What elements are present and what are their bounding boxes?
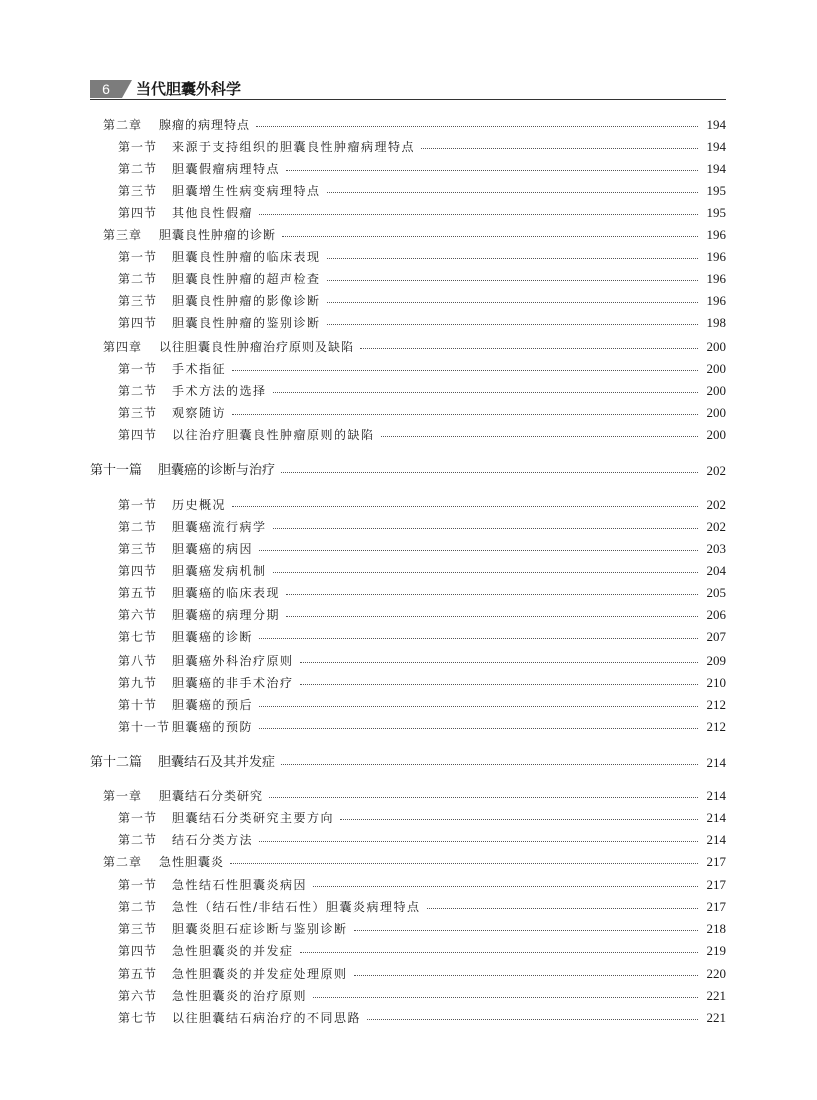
dot-leader (259, 705, 698, 707)
toc-section-entry[interactable] (118, 628, 726, 646)
toc-entry-page: 200 (706, 339, 726, 354)
toc-entry-page: 212 (706, 719, 726, 734)
toc-section-entry[interactable] (118, 965, 726, 983)
toc-section-entry[interactable] (118, 382, 726, 400)
dot-leader (313, 885, 698, 887)
dot-leader (367, 1018, 698, 1020)
toc-entry-page: 194 (706, 161, 726, 176)
toc-entry-title: 胆囊癌的病理分期 (172, 608, 281, 622)
toc-entry-title: 以往胆囊结石病治疗的不同思路 (172, 1011, 362, 1025)
toc-entry-title: 胆囊炎胆石症诊断与鉴别诊断 (172, 922, 348, 936)
dot-leader (259, 840, 698, 842)
dot-leader (286, 169, 698, 171)
toc-entry-label: 第一节 (118, 362, 158, 376)
toc-section-entry[interactable] (118, 360, 726, 378)
toc-entry-label: 第四章 (103, 340, 143, 354)
toc-entry-title: 胆囊良性肿瘤的诊断 (159, 228, 277, 242)
toc-chapter-entry[interactable] (103, 853, 726, 871)
dot-leader (327, 279, 698, 281)
toc-entry-title: 其他良性假瘤 (172, 206, 254, 220)
toc-entry-title: 以往胆囊良性肿瘤治疗原则及缺陷 (159, 340, 355, 354)
dot-leader (360, 347, 698, 349)
toc-entry-title: 胆囊癌的预后 (172, 698, 254, 712)
toc-entry-label: 第九节 (118, 676, 158, 690)
toc-entry-page: 209 (706, 653, 726, 668)
toc-entry-page: 206 (706, 607, 726, 622)
toc-entry-title: 手术指征 (172, 362, 227, 376)
dot-leader (327, 191, 698, 193)
toc-entry-title: 观察随访 (172, 406, 227, 420)
toc-section-entry[interactable] (118, 562, 726, 580)
toc-section-entry[interactable] (118, 809, 726, 827)
toc-section-entry[interactable] (118, 920, 726, 938)
toc-entry-title: 手术方法的选择 (172, 384, 267, 398)
toc-entry-label: 第四节 (118, 206, 158, 220)
toc-entry-page: 210 (706, 675, 726, 690)
toc-entry-label: 第一节 (118, 250, 158, 264)
toc-entry-label: 第六节 (118, 989, 158, 1003)
toc-section-entry[interactable] (118, 292, 726, 310)
dot-leader (230, 862, 698, 864)
toc-entry-title: 胆囊增生性病变病理特点 (172, 184, 321, 198)
toc-entry-label: 第三节 (118, 184, 158, 198)
toc-entry-label: 第四节 (118, 944, 158, 958)
toc-entry-label: 第三节 (118, 406, 158, 420)
toc-entry-label: 第四节 (118, 316, 158, 330)
toc-chapter-entry[interactable] (103, 226, 726, 244)
toc-entry-label: 第十一篇 (90, 463, 143, 478)
dot-leader (354, 974, 698, 976)
toc-section-entry[interactable] (118, 987, 726, 1005)
toc-entry-label: 第二节 (118, 520, 158, 534)
toc-entry-page: 217 (706, 877, 726, 892)
toc-entry-label: 第八节 (118, 654, 158, 668)
toc-entry-page: 194 (706, 117, 726, 132)
toc-section-entry[interactable] (118, 540, 726, 558)
toc-entry-title: 急性（结石性/非结石性）胆囊炎病理特点 (172, 900, 421, 914)
toc-section-entry[interactable] (118, 696, 726, 714)
toc-entry-label: 第一节 (118, 878, 158, 892)
toc-section-entry[interactable] (118, 518, 726, 536)
dot-leader (340, 818, 698, 820)
toc-section-entry[interactable] (118, 204, 726, 222)
dot-leader (286, 615, 698, 617)
toc-entry-page: 195 (706, 205, 726, 220)
toc-entry-title: 胆囊癌的病因 (172, 542, 254, 556)
toc-entry-label: 第十一节 (118, 720, 171, 734)
toc-entry-page: 221 (706, 988, 726, 1003)
dot-leader (327, 257, 698, 259)
dot-leader (381, 435, 698, 437)
toc-entry-title: 急性胆囊炎的并发症 (172, 944, 294, 958)
dot-leader (286, 593, 698, 595)
toc-entry-page: 196 (706, 271, 726, 286)
toc-section-entry[interactable] (118, 160, 726, 178)
toc-part-entry[interactable] (90, 754, 726, 772)
dot-leader (282, 235, 698, 237)
toc-entry-label: 第五节 (118, 586, 158, 600)
toc-entry-page: 194 (706, 139, 726, 154)
dot-leader (273, 527, 698, 529)
toc-section-entry[interactable] (118, 584, 726, 602)
dot-leader (300, 951, 698, 953)
dot-leader (232, 413, 698, 415)
dot-leader (313, 996, 698, 998)
toc-entry-page: 203 (706, 541, 726, 556)
toc-entry-label: 第一节 (118, 811, 158, 825)
toc-entry-page: 204 (706, 563, 726, 578)
toc-entry-page: 218 (706, 921, 726, 936)
toc-entry-label: 第三章 (103, 228, 143, 242)
dot-leader (421, 147, 698, 149)
toc-entry-page: 217 (706, 899, 726, 914)
toc-entry-label: 第二章 (103, 118, 143, 132)
toc-entry-title: 胆囊癌的非手术治疗 (172, 676, 294, 690)
toc-entry-page: 196 (706, 227, 726, 242)
toc-entry-title: 急性胆囊炎的并发症处理原则 (172, 967, 348, 981)
toc-entry-title: 胆囊癌发病机制 (172, 564, 267, 578)
toc-entry-title: 胆囊癌外科治疗原则 (172, 654, 294, 668)
toc-entry-label: 第二节 (118, 272, 158, 286)
toc-entry-title: 胆囊良性肿瘤的影像诊断 (172, 294, 321, 308)
toc-entry-label: 第二节 (118, 900, 158, 914)
toc-entry-page: 214 (706, 755, 726, 770)
dot-leader (259, 727, 698, 729)
dot-leader (327, 323, 698, 325)
toc-entry-page: 214 (706, 810, 726, 825)
toc-entry-page: 200 (706, 361, 726, 376)
toc-entry-label: 第四节 (118, 564, 158, 578)
toc-entry-title: 胆囊结石及其并发症 (158, 755, 276, 770)
dot-leader (259, 637, 698, 639)
toc-entry-label: 第二章 (103, 855, 143, 869)
toc-section-entry[interactable] (118, 138, 726, 156)
toc-section-entry[interactable] (118, 314, 726, 332)
toc-entry-page: 200 (706, 383, 726, 398)
toc-entry-label: 第二节 (118, 833, 158, 847)
toc-entry-page: 220 (706, 966, 726, 981)
dot-leader (281, 471, 698, 473)
toc-entry-title: 急性结石性胆囊炎病因 (172, 878, 308, 892)
dot-leader (232, 369, 698, 371)
toc-entry-title: 胆囊癌流行病学 (172, 520, 267, 534)
toc-entry-page: 202 (706, 463, 726, 478)
dot-leader (259, 213, 698, 215)
toc-entry-title: 胆囊良性肿瘤的超声检查 (172, 272, 321, 286)
toc-entry-title: 以往治疗胆囊良性肿瘤原则的缺陷 (172, 428, 375, 442)
toc-entry-page: 205 (706, 585, 726, 600)
toc-entry-page: 200 (706, 405, 726, 420)
toc-entry-page: 207 (706, 629, 726, 644)
toc-section-entry[interactable] (118, 606, 726, 624)
toc-entry-title: 胆囊癌的预防 (172, 720, 254, 734)
toc-entry-page: 198 (706, 315, 726, 330)
toc-entry-title: 胆囊假瘤病理特点 (172, 162, 281, 176)
toc-entry-page: 212 (706, 697, 726, 712)
toc-entry-label: 第三节 (118, 542, 158, 556)
dot-leader (327, 301, 698, 303)
toc-entry-label: 第四节 (118, 428, 158, 442)
dot-leader (256, 125, 698, 127)
toc-entry-page: 196 (706, 293, 726, 308)
toc-entry-title: 急性胆囊炎 (159, 855, 225, 869)
dot-leader (269, 796, 698, 798)
toc-section-entry[interactable] (118, 1009, 726, 1027)
toc-entry-page: 219 (706, 943, 726, 958)
dot-leader (281, 763, 698, 765)
toc-entry-label: 第七节 (118, 630, 158, 644)
toc-entry-label: 第二节 (118, 384, 158, 398)
toc-entry-title: 胆囊癌的诊断 (172, 630, 254, 644)
toc-entry-page: 202 (706, 519, 726, 534)
dot-leader (273, 391, 698, 393)
toc-entry-title: 胆囊癌的诊断与治疗 (158, 463, 276, 478)
toc-entry-title: 来源于支持组织的胆囊良性肿瘤病理特点 (172, 140, 416, 154)
toc-chapter-entry[interactable] (103, 116, 726, 134)
dot-leader (300, 661, 698, 663)
dot-leader (259, 549, 698, 551)
toc-entry-title: 腺瘤的病理特点 (159, 118, 251, 132)
toc-entry-label: 第三节 (118, 922, 158, 936)
toc-entry-page: 202 (706, 497, 726, 512)
toc-section-entry[interactable] (118, 496, 726, 514)
toc-entry-title: 胆囊良性肿瘤的鉴别诊断 (172, 316, 321, 330)
toc-entry-title: 胆囊良性肿瘤的临床表现 (172, 250, 321, 264)
toc-entry-page: 221 (706, 1010, 726, 1025)
toc-entry-label: 第十二篇 (90, 755, 143, 770)
toc-section-entry[interactable] (118, 898, 726, 916)
toc-entry-page: 214 (706, 788, 726, 803)
toc-section-entry[interactable] (118, 718, 726, 736)
toc-section-entry[interactable] (118, 182, 726, 200)
toc-entry-label: 第三节 (118, 294, 158, 308)
toc-section-entry[interactable] (118, 248, 726, 266)
toc-entry-label: 第一章 (103, 789, 143, 803)
toc-entry-page: 200 (706, 427, 726, 442)
toc-entry-label: 第七节 (118, 1011, 158, 1025)
toc-part-entry[interactable] (90, 462, 726, 480)
toc-chapter-entry[interactable] (103, 787, 726, 805)
toc-entry-label: 第一节 (118, 140, 158, 154)
dot-leader (300, 683, 698, 685)
dot-leader (232, 505, 698, 507)
toc-entry-title: 历史概况 (172, 498, 227, 512)
toc-entry-label: 第十节 (118, 698, 158, 712)
toc-section-entry[interactable] (118, 426, 726, 444)
toc-chapter-entry[interactable] (103, 338, 726, 356)
book-title: 当代胆囊外科学 (136, 80, 242, 98)
toc-section-entry[interactable] (118, 652, 726, 670)
toc-section-entry[interactable] (118, 404, 726, 422)
dot-leader (427, 907, 698, 909)
dot-leader (354, 929, 698, 931)
toc-entry-page: 217 (706, 854, 726, 869)
toc-entry-page: 195 (706, 183, 726, 198)
page-number-badge: 6 (90, 80, 122, 98)
toc-section-entry[interactable] (118, 270, 726, 288)
toc-section-entry[interactable] (118, 674, 726, 692)
dot-leader (273, 571, 698, 573)
toc-entry-title: 胆囊癌的临床表现 (172, 586, 281, 600)
toc-entry-label: 第一节 (118, 498, 158, 512)
toc-section-entry[interactable] (118, 942, 726, 960)
toc-entry-title: 急性胆囊炎的治疗原则 (172, 989, 308, 1003)
toc-entry-page: 214 (706, 832, 726, 847)
toc-section-entry[interactable] (118, 876, 726, 894)
toc-entry-title: 结石分类方法 (172, 833, 254, 847)
toc-entry-label: 第二节 (118, 162, 158, 176)
toc-entry-label: 第五节 (118, 967, 158, 981)
toc-entry-label: 第六节 (118, 608, 158, 622)
toc-section-entry[interactable] (118, 831, 726, 849)
toc-entry-title: 胆囊结石分类研究主要方向 (172, 811, 335, 825)
toc-entry-title: 胆囊结石分类研究 (159, 789, 264, 803)
toc-entry-page: 196 (706, 249, 726, 264)
